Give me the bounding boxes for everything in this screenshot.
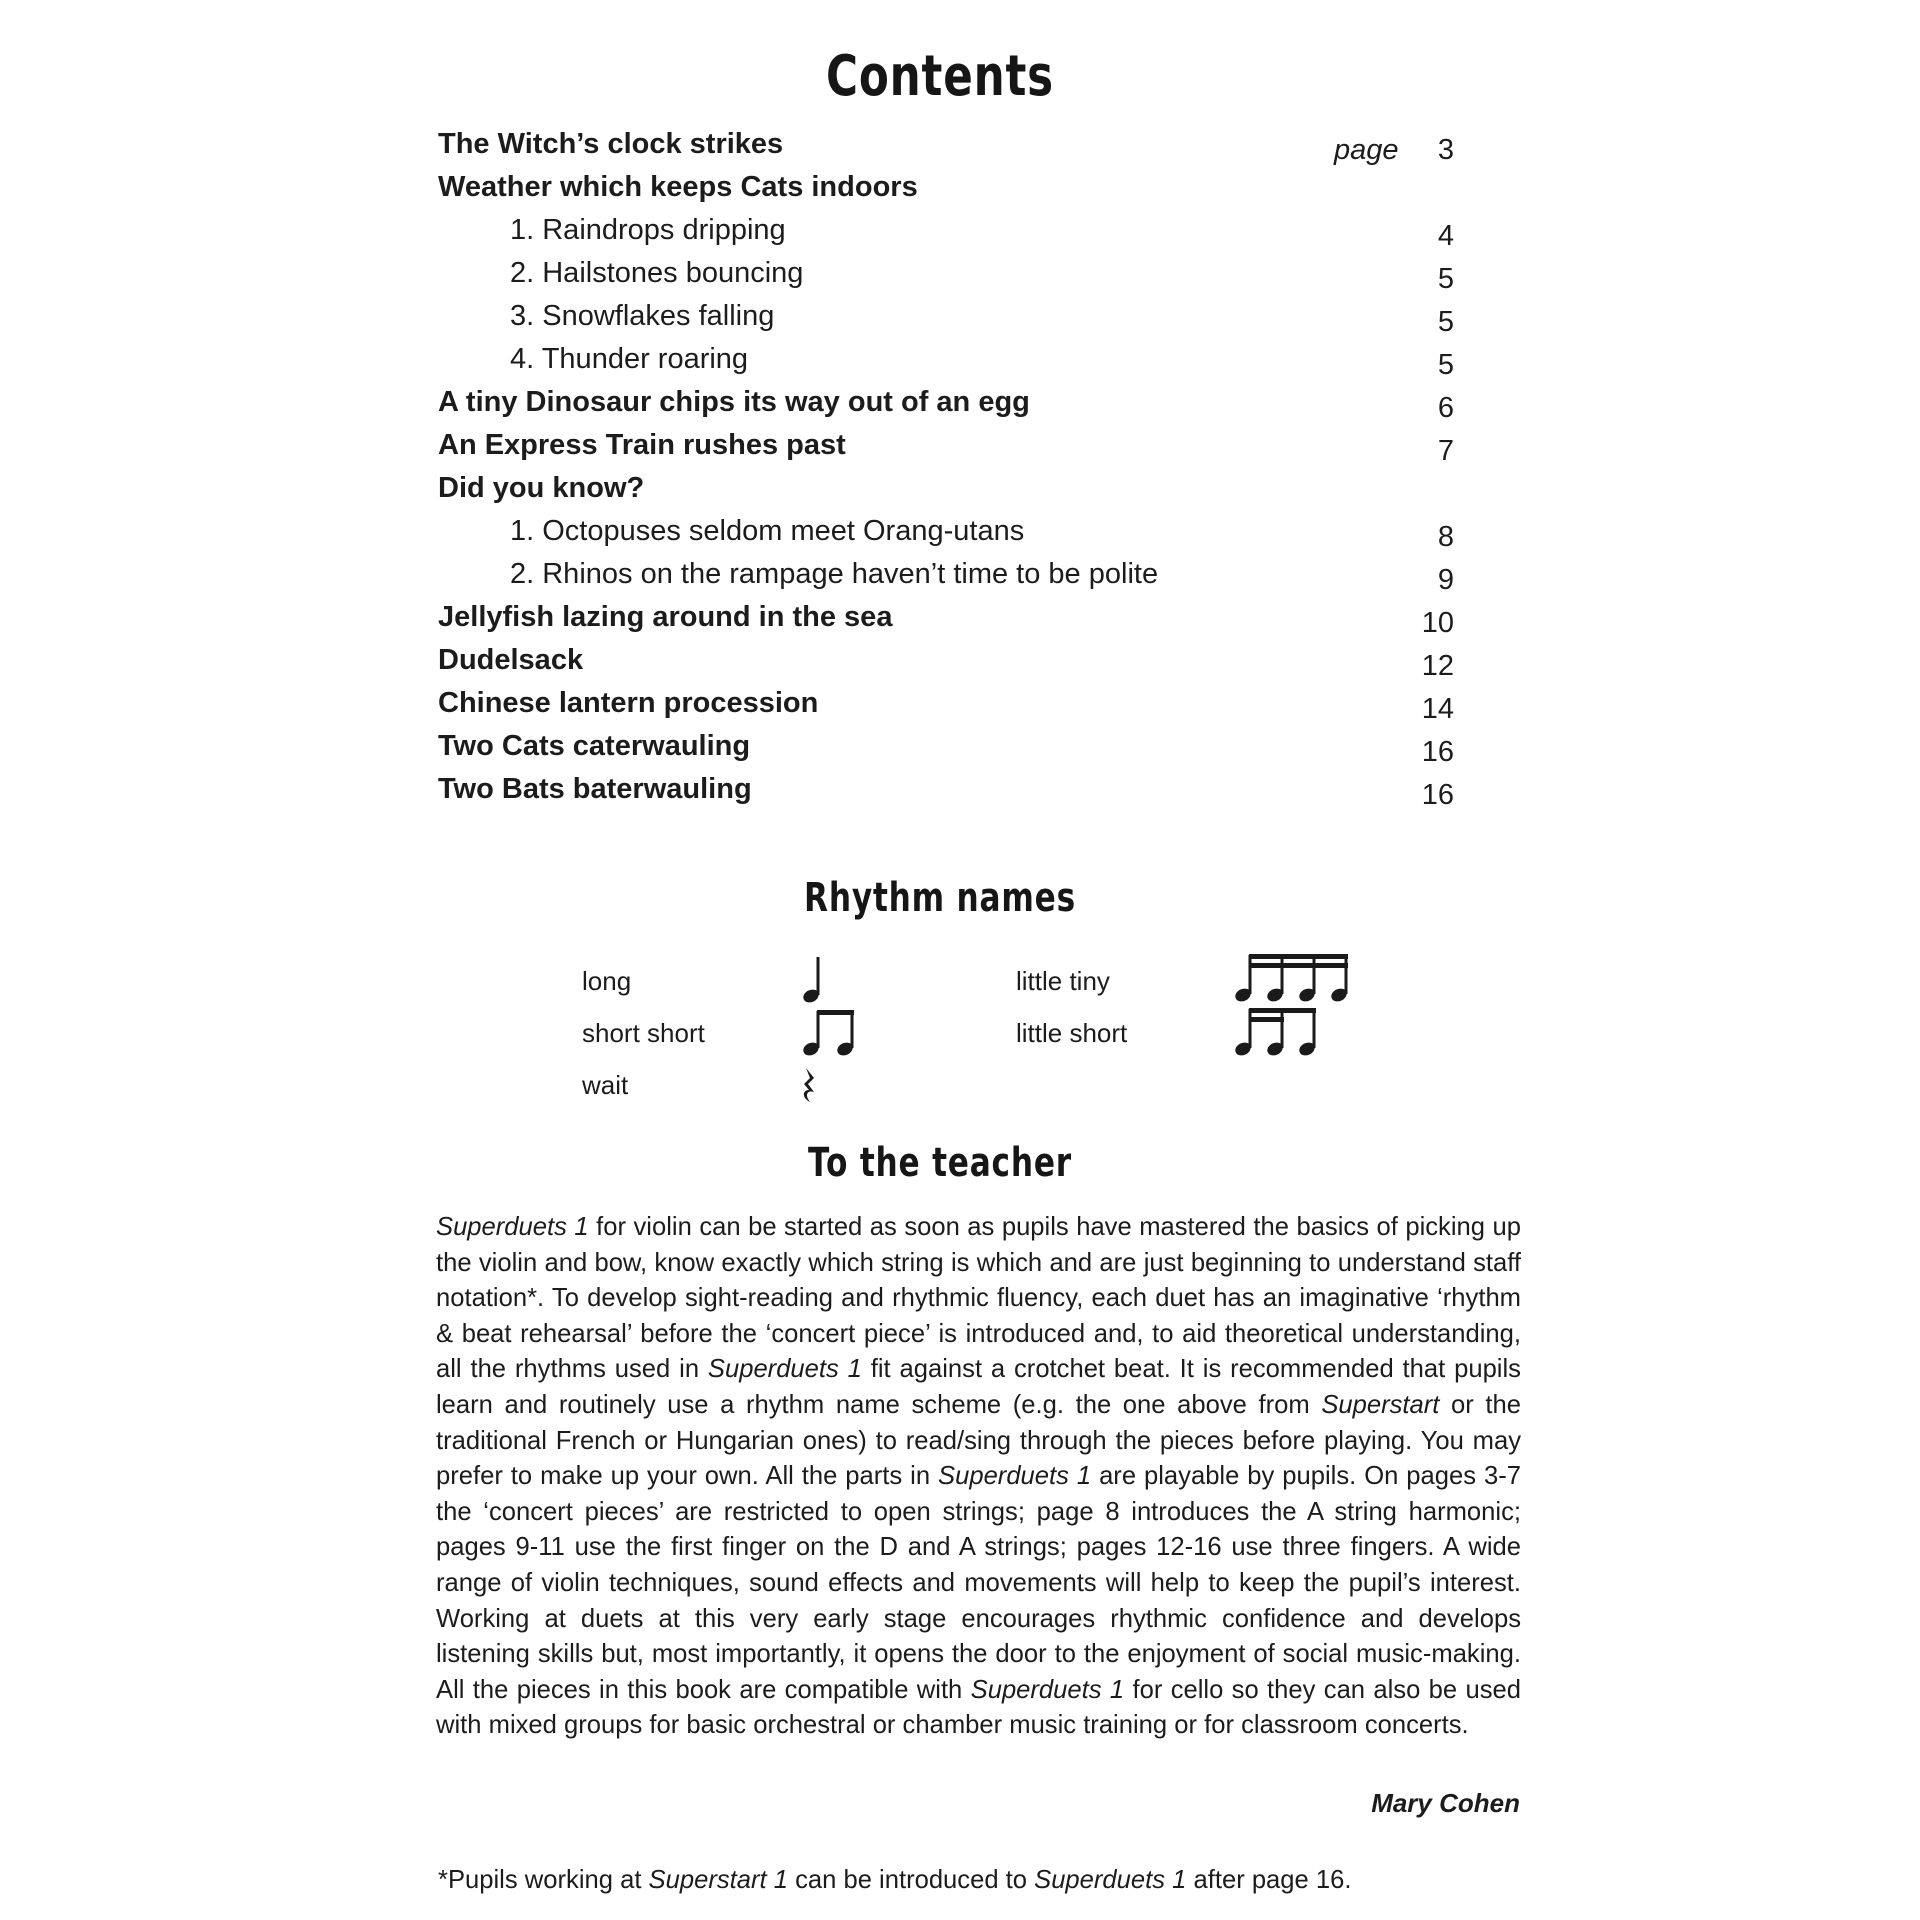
toc-entry-title: Jellyfish lazing around in the sea xyxy=(438,601,893,633)
toc-entry[interactable] xyxy=(0,171,1920,211)
teacher-paragraph xyxy=(436,1210,1521,1744)
toc-entry[interactable] xyxy=(0,644,1920,684)
text-italic: Superduets 1 xyxy=(970,1675,1125,1704)
toc-entry-title: A tiny Dinosaur chips its way out of an egg xyxy=(438,386,1030,418)
two-quavers-icon xyxy=(800,1008,860,1058)
toc-entry-title: 1. Raindrops dripping xyxy=(510,214,786,246)
toc-entry-title: Chinese lantern procession xyxy=(438,687,819,719)
rhythm-label: wait xyxy=(582,1070,629,1100)
text-italic: Superstart 1 xyxy=(648,1866,788,1894)
toc-entry-title: An Express Train rushes past xyxy=(438,429,846,461)
toc-entry[interactable] xyxy=(0,386,1920,426)
text-run: for violin can be started as soon as pupils have mastered the basics of picking up the violin and bow, know exactly which string is which and are just beginning to understand staff notation*. To develop sight-reading and rhythmic fluency, each duet has an imaginative ‘rhythm & beat rehearsal’ before the ‘concert piece’ is introduced and, to aid theoretical understanding, all the rhythms used in xyxy=(436,1213,1521,1384)
rhythm-label: long xyxy=(582,966,632,996)
toc-entry[interactable] xyxy=(0,214,1920,254)
toc-entry-page: 8 xyxy=(1437,521,1454,553)
toc-entry-title: Weather which keeps Cats indoors xyxy=(438,171,918,203)
footnote xyxy=(438,1866,1351,1895)
rhythm-label: little short xyxy=(1016,1018,1128,1048)
contents-heading: Contents xyxy=(826,44,1054,109)
text-italic: Superstart xyxy=(1321,1390,1440,1419)
toc-entry-page: 4 xyxy=(1437,220,1454,252)
toc-entry[interactable] xyxy=(0,601,1920,641)
page-label: page xyxy=(1334,134,1399,166)
text-italic: Superduets 1 xyxy=(938,1462,1092,1491)
toc-entry-page: 5 xyxy=(1437,306,1454,338)
toc-entry-title: 2. Rhinos on the rampage haven’t time to be polite xyxy=(510,558,1159,590)
toc-entry[interactable] xyxy=(0,257,1920,297)
toc-entry[interactable] xyxy=(0,515,1920,555)
toc-entry-title: The Witch’s clock strikes xyxy=(438,128,784,160)
toc-entry-page: 3 xyxy=(1437,134,1454,166)
toc-entry-title: 3. Snowflakes falling xyxy=(510,300,775,332)
rhythm-label: little tiny xyxy=(1016,966,1110,996)
text-run: can be introduced to xyxy=(787,1866,1035,1894)
teacher-heading: To the teacher xyxy=(808,1140,1072,1186)
toc-entry-page: 9 xyxy=(1437,564,1454,596)
toc-entry[interactable] xyxy=(0,472,1920,512)
text-run: for cello so they can also be used with mixed groups for basic orchestral or chamber music training or for classroom concerts. xyxy=(436,1675,1521,1740)
toc-entry[interactable] xyxy=(0,730,1920,770)
toc-entry[interactable] xyxy=(0,429,1920,469)
text-run: or the traditional French or Hungarian ones) to read/sing through the pieces before playing. You may prefer to make up your own. All the parts in xyxy=(436,1390,1522,1491)
toc-entry-title: 2. Hailstones bouncing xyxy=(510,257,804,289)
four-semiquavers-icon xyxy=(1232,952,1350,1004)
toc-entry-page: 16 xyxy=(1421,736,1454,768)
text-italic: Superduets 1 xyxy=(436,1213,589,1241)
toc-entry-page: 5 xyxy=(1437,349,1454,381)
toc-entry[interactable] xyxy=(0,558,1920,598)
toc-entry[interactable] xyxy=(0,687,1920,727)
crotchet-rest-icon xyxy=(800,1066,820,1106)
toc-entry-page: 7 xyxy=(1437,435,1454,467)
crotchet-icon xyxy=(800,955,830,1005)
text-run: after page 16. xyxy=(1186,1866,1352,1894)
text-run: fit against a crotchet beat. It is recommended that pupils learn and routinely use a rhythm name scheme (e.g. the one above from xyxy=(436,1355,1521,1419)
toc-entry-title: 4. Thunder roaring xyxy=(510,343,749,375)
toc-entry-page: 12 xyxy=(1421,650,1454,682)
text-run: are playable by pupils. On pages 3-7 the ‘concert pieces’ are restricted to open strings; page 8 introduces the A string harmonic; pages 9-11 use the first finger on the D and A strings; pages 12-16 use three fingers. A wide range of violin techniques, sound effects and movements will help to keep the pupil’s interest. Working at duets at this very early stage encourages rhythmic confidence and develops listening skills but, most importantly, it opens the door to the enjoyment of social music-making. All the pieces in this book are compatible with xyxy=(436,1462,1521,1704)
toc-entry-title: 1. Octopuses seldom meet Orang-utans xyxy=(510,515,1025,547)
toc-entry[interactable] xyxy=(0,343,1920,383)
toc-entry[interactable] xyxy=(0,300,1920,340)
toc-entry-page: 10 xyxy=(1421,607,1454,639)
author-signature: Mary Cohen xyxy=(1371,1788,1520,1818)
rhythm-names-heading: Rhythm names xyxy=(804,875,1076,921)
toc-entry-title: Did you know? xyxy=(438,472,645,504)
toc-entry-page: 6 xyxy=(1437,392,1454,424)
rhythm-label: short short xyxy=(582,1018,705,1048)
text-run: *Pupils working at xyxy=(438,1866,649,1894)
text-italic: Superduets 1 xyxy=(1034,1866,1187,1894)
two-semiquavers-quaver-icon xyxy=(1232,1006,1318,1058)
toc-entry-page: 16 xyxy=(1421,779,1454,811)
text-italic: Superduets 1 xyxy=(707,1355,862,1384)
toc-entry-title: Dudelsack xyxy=(438,644,584,676)
toc-entry[interactable] xyxy=(0,773,1920,813)
toc-entry-page: 5 xyxy=(1437,263,1454,295)
toc-entry-title: Two Cats caterwauling xyxy=(438,730,751,762)
toc-entry[interactable] xyxy=(0,128,1920,168)
toc-entry-title: Two Bats baterwauling xyxy=(438,773,752,805)
toc-entry-page: 14 xyxy=(1421,693,1454,725)
